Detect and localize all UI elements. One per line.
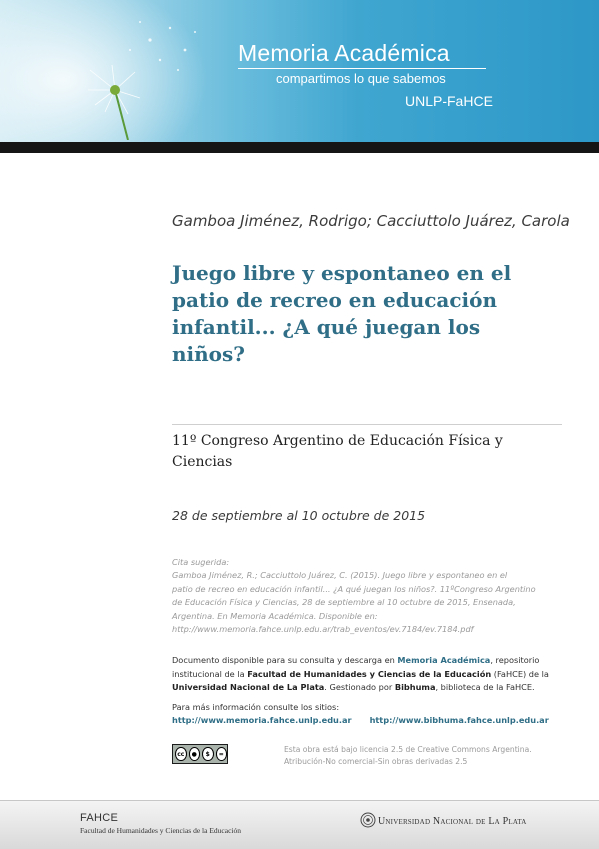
header-divider-bar [0,142,599,153]
creative-commons-badge[interactable] [172,744,228,764]
bibhuma-name: Bibhuma [394,682,436,693]
event-dates: 28 de septiembre al 10 octubre de 2015 [172,508,426,523]
university-name: Universidad Nacional de La Plata [172,682,325,693]
cc-icon: cc [175,747,187,761]
event-name: 11º Congreso Argentino de Educación Física y Ciencias [172,433,503,470]
section-divider [172,424,562,425]
more-info [172,701,582,727]
brand-tagline: compartimos lo que sabemos [276,71,446,86]
citation-line: patio de recreo en educación infantil... ¿A qué juegan los niños?. 11ºCongreso Argentino [172,583,536,594]
memoria-link[interactable]: Memoria Académica [397,655,491,665]
fahce-logo-text: FAHCE [80,812,119,824]
citation-label: Cita sugerida: [172,557,230,567]
citation-line: Argentina. En Memoria Académica. Disponible en: [172,610,378,621]
authors: Gamboa Jiménez, Rodrigo; Cacciuttolo Juárez, Carola [172,212,570,230]
citation-url[interactable]: http://www.memoria.fahce.unlp.edu.ar/trab_eventos/ev.7184/ev.7184.pdf [172,624,474,635]
document-title: Juego libre y espontaneo en el patio de recreo en educación infantil... ¿A qué juegan los niños? [172,261,512,366]
noncommercial-icon: $ [202,747,214,761]
brand-title: Memoria Académica [238,40,450,66]
citation-line: de Educación Física y Ciencias, 28 de septiembre al 10 octubre de 2015, Ensenada, [172,597,516,608]
fahce-full-name: Facultad de Humanidades y Ciencias de la Educación [80,826,241,835]
unlp-name: Universidad Nacional de La Plata [378,816,527,827]
header-banner [0,0,599,142]
license-text: Esta obra está bajo licencia 2.5 de Creative Commons Argentina. Atribución-No comercial-Sin obras derivadas 2.5 [284,745,532,766]
more-info-label: Para más información consulte los sitios: [172,702,340,712]
attribution-icon: ● [189,747,201,761]
faculty-name: Facultad de Humanidades y Ciencias de la Educación [247,668,492,679]
unlp-seal-icon [360,812,376,828]
citation-line: Gamboa Jiménez, R.; Cacciuttolo Juárez, C. (2015). Juego libre y espontaneo en el [172,570,508,581]
dandelion-icon [20,10,210,140]
bibhuma-site-link[interactable]: http://www.bibhuma.fahce.unlp.edu.ar [369,715,549,725]
availability-note: Documento disponible para su consulta y descarga en Memoria Académica, repositorio institucional de la Facultad de Humanidades y Ciencias de la Educación (FaHCE) de la Universidad Nacional de La Plata. Gestionado por Bibhuma, biblioteca de la FaHCE. [172,655,549,693]
brand-unit: UNLP-FaHCE [405,93,493,109]
noderivatives-icon: = [216,747,228,761]
memoria-site-link[interactable]: http://www.memoria.fahce.unlp.edu.ar [172,715,352,725]
brand-divider [238,68,486,69]
suggested-citation [172,556,567,636]
